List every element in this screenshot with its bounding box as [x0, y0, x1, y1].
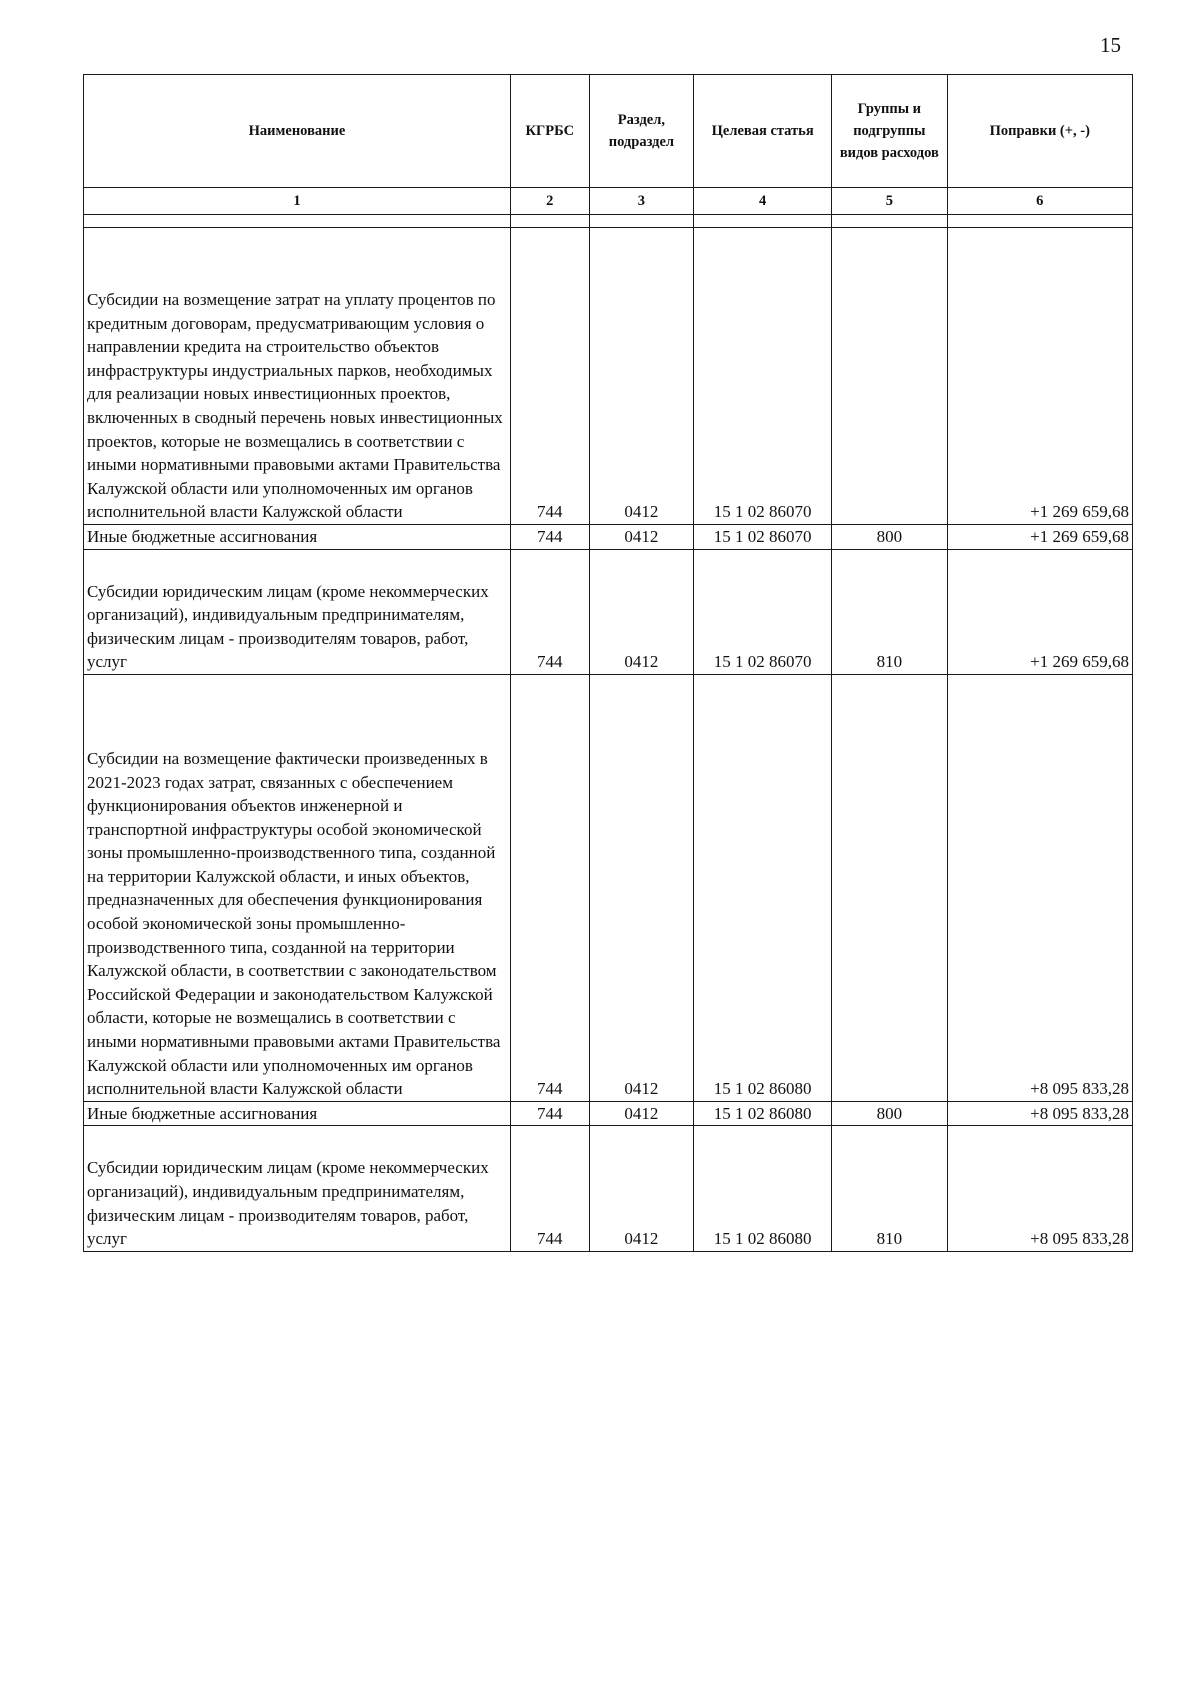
row-amount: +1 269 659,68: [947, 524, 1133, 549]
row-amount: +1 269 659,68: [947, 549, 1133, 674]
table-row: [84, 228, 1133, 525]
header-row: [84, 75, 1133, 188]
table-row: [84, 1126, 1133, 1251]
row-name: Субсидии на возмещение затрат на уплату процентов по кредитным договорам, предусматривающим условия о направлении кредита на строительство объектов инфраструктуры индустриальных парков, необходимых для реализации новых инвестиционных проектов, включенных в сводный перечень новых инвестиционных проектов, которые не возмещались в соответствии с иными нормативными правовыми актами Правительства Калужской области или уполномоченных им органов исполнительной власти Калужской области: [84, 228, 511, 525]
row-kgrbs: 744: [510, 549, 589, 674]
header-name: Наименование: [84, 75, 511, 188]
row-kgrbs: 744: [510, 1101, 589, 1126]
row-section: 0412: [589, 524, 694, 549]
row-kgrbs: 744: [510, 1126, 589, 1251]
budget-amendments-table: [83, 74, 1133, 1252]
row-amount: +8 095 833,28: [947, 674, 1133, 1101]
header-kgrbs: КГРБС: [510, 75, 589, 188]
row-name: Иные бюджетные ассигнования: [84, 524, 511, 549]
row-name: Субсидии юридическим лицам (кроме некоммерческих организаций), индивидуальным предпринимателям, физическим лицам - производителям товаров, работ, услуг: [84, 1126, 511, 1251]
row-target-article: 15 1 02 86070: [694, 228, 832, 525]
column-number: 5: [832, 188, 947, 215]
row-target-article: 15 1 02 86080: [694, 1101, 832, 1126]
table-row: [84, 674, 1133, 1101]
row-target-article: 15 1 02 86070: [694, 549, 832, 674]
row-expense-group: 800: [832, 524, 947, 549]
row-expense-group: [832, 228, 947, 525]
column-number: 2: [510, 188, 589, 215]
row-amount: +1 269 659,68: [947, 228, 1133, 525]
page-number: 15: [1100, 33, 1121, 57]
spacer-row: [84, 215, 1133, 228]
row-amount: +8 095 833,28: [947, 1126, 1133, 1251]
header-target-article: Целевая статья: [694, 75, 832, 188]
header-section: Раздел, подраздел: [589, 75, 694, 188]
column-number: 6: [947, 188, 1133, 215]
row-section: 0412: [589, 228, 694, 525]
row-section: 0412: [589, 1126, 694, 1251]
row-expense-group: 810: [832, 549, 947, 674]
column-numbers-row: [84, 188, 1133, 215]
row-name: Иные бюджетные ассигнования: [84, 1101, 511, 1126]
row-kgrbs: 744: [510, 674, 589, 1101]
row-section: 0412: [589, 1101, 694, 1126]
table-row: [84, 549, 1133, 674]
row-section: 0412: [589, 674, 694, 1101]
row-kgrbs: 744: [510, 524, 589, 549]
row-kgrbs: 744: [510, 228, 589, 525]
row-name: Субсидии на возмещение фактически произведенных в 2021-2023 годах затрат, связанных с обеспечением функционирования объектов инженерной и транспортной инфраструктуры особой экономической зоны промышленно-производственного типа, созданной на территории Калужской области, и иных объектов, предназначенных для обеспечения функционирования особой экономической зоны промышленно-производственного типа, созданной на территории Калужской области, в соответствии с законодательством Российской Федерации и законодательством Калужской области, которые не возмещались в соответствии с иными нормативными правовыми актами Правительства Калужской области или уполномоченных им органов исполнительной власти Калужской области: [84, 674, 511, 1101]
row-amount: +8 095 833,28: [947, 1101, 1133, 1126]
row-expense-group: 810: [832, 1126, 947, 1251]
row-expense-group: [832, 674, 947, 1101]
row-expense-group: 800: [832, 1101, 947, 1126]
column-number: 4: [694, 188, 832, 215]
column-number: 3: [589, 188, 694, 215]
header-expense-groups: Группы и подгруппы видов расходов: [832, 75, 947, 188]
row-target-article: 15 1 02 86070: [694, 524, 832, 549]
row-name: Субсидии юридическим лицам (кроме некоммерческих организаций), индивидуальным предпринимателям, физическим лицам - производителям товаров, работ, услуг: [84, 549, 511, 674]
row-target-article: 15 1 02 86080: [694, 674, 832, 1101]
table-row: [84, 1101, 1133, 1126]
header-amendments: Поправки (+, -): [947, 75, 1133, 188]
column-number: 1: [84, 188, 511, 215]
row-section: 0412: [589, 549, 694, 674]
row-target-article: 15 1 02 86080: [694, 1126, 832, 1251]
table-row: [84, 524, 1133, 549]
